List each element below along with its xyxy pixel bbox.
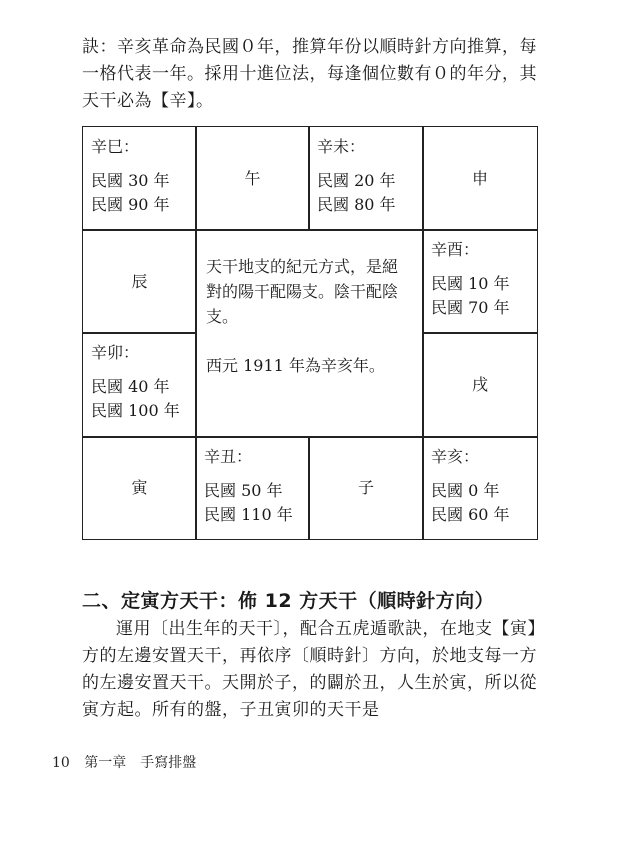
- cell-hai-year-2: 民國 60 年: [431, 505, 510, 524]
- cell-hai-year-1: 民國 0 年: [431, 481, 500, 500]
- cell-si-stem: 辛巳：: [91, 137, 140, 156]
- cell-wei-year-1: 民國 20 年: [317, 171, 396, 190]
- cell-you: [422, 229, 538, 334]
- cell-zi: [308, 436, 424, 540]
- center-note-line2: 西元 1911 年為辛亥年。: [206, 356, 385, 375]
- center-note-box: [195, 229, 424, 438]
- section-body: [82, 616, 552, 724]
- cell-wu: [195, 126, 310, 231]
- cell-mao-year-2: 民國 100 年: [91, 401, 180, 420]
- cell-si-year-1: 民國 30 年: [91, 171, 170, 190]
- cell-you-year-1: 民國 10 年: [431, 274, 510, 293]
- cell-yin-label: 寅: [131, 478, 148, 497]
- section-body-text: 運用〔出生年的天干〕，配合五虎遁歌訣，在地支【寅】方的左邊安置天干，再依序〔順時針〕方向，於地支每一方的左邊安置天干。天開於子，的闢於丑，人生於寅，所以從寅方起。所有的盤，子丑寅卯的天干是: [82, 619, 545, 720]
- cell-mao-stem: 辛卯：: [91, 343, 140, 362]
- intro-paragraph: [82, 34, 552, 115]
- cell-si-year-2: 民國 90 年: [91, 195, 170, 214]
- cell-xu-label: 戌: [471, 375, 488, 394]
- intro-text: 訣：辛亥革命為民國０年，推算年份以順時針方向推算，每一格代表一年。採用十進位法，每逢個位數有０的年分，其天干必為【辛】。: [82, 37, 537, 111]
- cell-wei-year-2: 民國 80 年: [317, 195, 396, 214]
- cell-shen-label: 申: [471, 168, 488, 188]
- cell-yin: [82, 436, 197, 540]
- cell-chou-year-1: 民國 50 年: [204, 481, 283, 500]
- cell-shen: [422, 126, 538, 231]
- cell-wu-label: 午: [244, 168, 261, 188]
- cell-hai-stem: 辛亥：: [431, 447, 480, 466]
- chapter-title: 第一章 手寫排盤: [84, 755, 197, 771]
- section-heading: 二、定寅方天干：佈 12 方天干（順時針方向）: [82, 590, 495, 612]
- page-number: 10: [52, 755, 70, 771]
- cell-mao: [82, 332, 197, 438]
- cell-you-stem: 辛酉：: [431, 240, 480, 259]
- earthly-branch-grid: [82, 126, 538, 540]
- cell-chen: [82, 229, 197, 334]
- cell-wei: [308, 126, 424, 231]
- cell-mao-year-1: 民國 40 年: [91, 377, 170, 396]
- cell-si: [82, 126, 197, 231]
- cell-zi-label: 子: [357, 478, 374, 497]
- cell-hai: [422, 436, 538, 540]
- cell-chou-year-2: 民國 110 年: [204, 505, 293, 524]
- cell-you-year-2: 民國 70 年: [431, 298, 510, 317]
- cell-chou-stem: 辛丑：: [204, 447, 253, 466]
- cell-wei-stem: 辛未：: [317, 137, 366, 156]
- cell-xu: [422, 332, 538, 438]
- cell-chou: [195, 436, 310, 540]
- cell-chen-label: 辰: [131, 271, 148, 291]
- center-note-line1: 天干地支的紀元方式，是絕對的陽干配陽支。陰干配陰支。: [206, 257, 399, 326]
- page-footer: [52, 752, 196, 772]
